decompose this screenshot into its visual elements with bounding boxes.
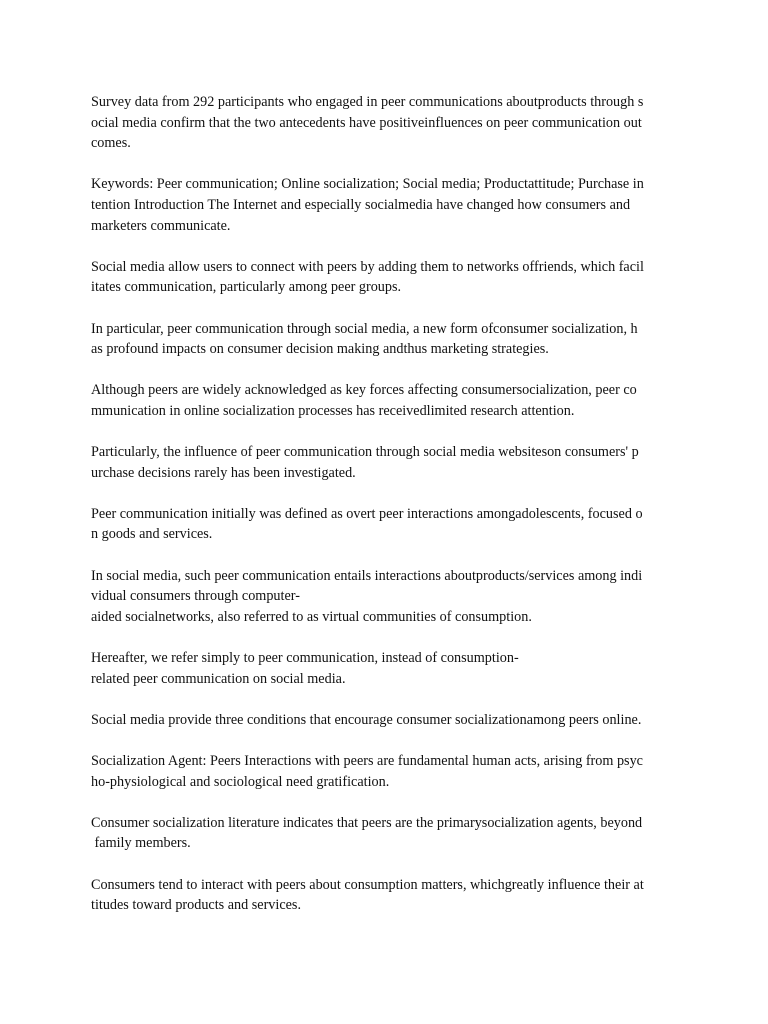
text-line: Social media provide three conditions that encourage consumer socializationamong peers online. [91, 711, 642, 728]
text-line: ocial media confirm that the two antecedents have positiveinfluences on peer communication out [91, 114, 642, 131]
text-line: ho-physiological and sociological need gratification. [91, 773, 390, 790]
text-line: Although peers are widely acknowledged as key forces affecting consumersocialization, peer co [91, 382, 637, 399]
paragraph-3 [91, 257, 691, 298]
text-line: comes. [91, 135, 131, 152]
text-line: urchase decisions rarely has been investigated. [91, 464, 356, 481]
text-line: related peer communication on social media. [91, 670, 346, 687]
text-line: as profound impacts on consumer decision making andthus marketing strategies. [91, 341, 549, 358]
paragraph-1 [91, 92, 691, 154]
text-line: Hereafter, we refer simply to peer communication, instead of consumption- [91, 650, 519, 667]
paragraph-9 [91, 648, 691, 689]
text-line: In particular, peer communication through social media, a new form ofconsumer socialization, h [91, 320, 638, 337]
paragraph-7 [91, 504, 691, 545]
paragraph-10 [91, 710, 691, 731]
text-line: family members. [91, 835, 191, 852]
text-line: marketers communicate. [91, 217, 231, 234]
paragraph-12 [91, 813, 691, 854]
text-line: itates communication, particularly among peer groups. [91, 279, 402, 296]
paragraph-4 [91, 319, 691, 360]
text-line: titudes toward products and services. [91, 897, 301, 914]
text-line: n goods and services. [91, 526, 213, 543]
text-line: In social media, such peer communication entails interactions aboutproducts/services among indi [91, 567, 643, 584]
paragraph-2 [91, 174, 691, 236]
text-line: vidual consumers through computer- [91, 588, 300, 605]
document-body [91, 92, 691, 936]
text-line: Keywords: Peer communication; Online socialization; Social media; Productattitude; Purchase in [91, 176, 644, 193]
text-line: tention Introduction The Internet and especially socialmedia have changed how consumers and [91, 196, 631, 213]
text-line: aided socialnetworks, also referred to as virtual communities of consumption. [91, 608, 532, 625]
paragraph-13 [91, 875, 691, 916]
text-line: mmunication in online socialization processes has receivedlimited research attention. [91, 402, 575, 419]
paragraph-5 [91, 380, 691, 421]
paragraph-11 [91, 751, 691, 792]
paragraph-8 [91, 566, 691, 628]
text-line: Particularly, the influence of peer communication through social media websiteson consumers' p [91, 444, 639, 461]
text-line: Survey data from 292 participants who engaged in peer communications aboutproducts through s [91, 94, 644, 110]
text-line: Social media allow users to connect with peers by adding them to networks offriends, which facil [91, 258, 644, 275]
text-line: Peer communication initially was defined as overt peer interactions amongadolescents, focused o [91, 505, 643, 522]
text-line: Consumer socialization literature indicates that peers are the primarysocialization agents, beyond [91, 814, 643, 831]
text-line: Consumers tend to interact with peers about consumption matters, whichgreatly influence their at [91, 876, 644, 893]
text-line: Socialization Agent: Peers Interactions with peers are fundamental human acts, arising from psyc [91, 753, 643, 769]
paragraph-6 [91, 442, 691, 483]
